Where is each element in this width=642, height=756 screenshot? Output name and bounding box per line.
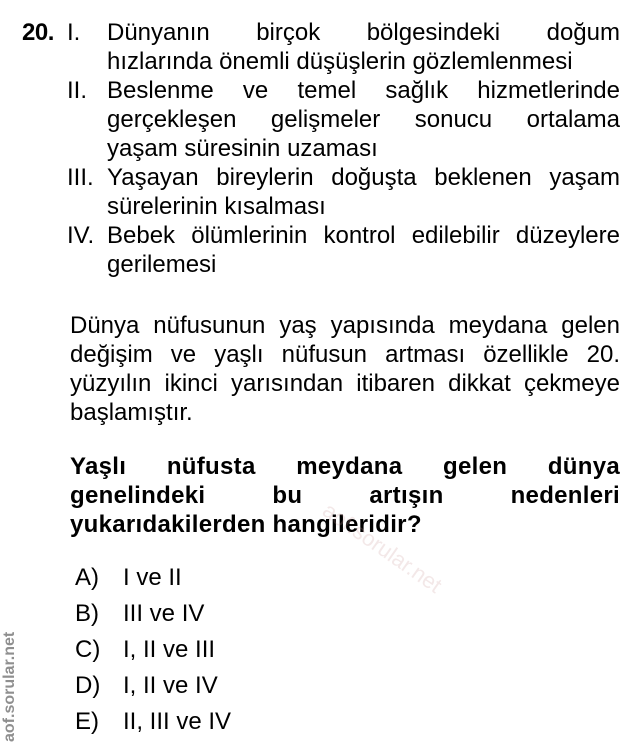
answer-options xyxy=(75,560,231,740)
question-number: 20. xyxy=(22,19,54,46)
option-text: I ve II xyxy=(123,564,182,591)
option-e[interactable] xyxy=(75,704,231,740)
option-letter: C) xyxy=(75,636,101,663)
context-paragraph xyxy=(70,311,620,427)
statement-text xyxy=(107,221,620,279)
option-letter: A) xyxy=(75,564,99,591)
option-text: III ve IV xyxy=(123,600,205,627)
option-a[interactable] xyxy=(75,560,231,596)
prompt-line: yukarıdakilerden hangileridir? xyxy=(70,511,422,538)
statement-line: Beslenme ve temel sağlık hizmetlerinde xyxy=(107,77,620,104)
context-line: başlamıştır. xyxy=(70,399,193,426)
option-letter: D) xyxy=(75,672,101,699)
option-text: I, II ve III xyxy=(123,636,216,663)
vertical-watermark: aof.sorular.net xyxy=(1,631,18,742)
statement-roman-numeral: IV. xyxy=(67,222,95,249)
statement-i xyxy=(67,18,620,76)
statement-line: Bebek ölümlerinin kontrol edilebilir düzeylere xyxy=(107,222,620,249)
option-b[interactable] xyxy=(75,596,231,632)
statement-line: gerilemesi xyxy=(107,251,217,278)
context-line: değişim ve yaşlı nüfusun artması özellikle 20. xyxy=(70,341,620,368)
statement-text xyxy=(107,76,620,163)
option-letter: E) xyxy=(75,708,99,735)
option-text: I, II ve IV xyxy=(123,672,218,699)
diagonal-watermark: aof.sorular.net xyxy=(318,497,447,598)
statement-line: gerçekleşen gelişmeler sonucu ortalama xyxy=(107,106,620,133)
option-c[interactable] xyxy=(75,632,231,668)
option-letter: B) xyxy=(75,600,99,627)
statement-line: sürelerinin kısalması xyxy=(107,193,326,220)
statement-line: yaşam süresinin uzaması xyxy=(107,135,378,162)
statement-iv xyxy=(67,221,620,279)
context-line: Dünya nüfusunun yaş yapısında meydana gelen xyxy=(70,312,620,339)
statement-roman-numeral: II. xyxy=(67,77,88,104)
statement-roman-numeral: I. xyxy=(67,19,81,46)
statement-text xyxy=(107,18,620,76)
statement-iii xyxy=(67,163,620,221)
option-text: II, III ve IV xyxy=(123,708,232,735)
statement-line: Yaşayan bireylerin doğuşta beklenen yaşam xyxy=(107,164,620,191)
prompt-line: Yaşlı nüfusta meydana gelen dünya xyxy=(70,453,620,480)
statement-list xyxy=(67,18,620,279)
question-prompt xyxy=(70,452,620,539)
statement-line: hızlarında önemli düşüşlerin gözlemlenmesi xyxy=(107,48,573,75)
prompt-line: genelindeki bu artışın nedenleri xyxy=(70,482,620,509)
statement-text xyxy=(107,163,620,221)
option-d[interactable] xyxy=(75,668,231,704)
statement-line: Dünyanın birçok bölgesindeki doğum xyxy=(107,19,620,46)
context-line: yüzyılın ikinci yarısından itibaren dikkat çekmeye xyxy=(70,370,620,397)
statement-roman-numeral: III. xyxy=(67,164,94,191)
statement-ii xyxy=(67,76,620,163)
